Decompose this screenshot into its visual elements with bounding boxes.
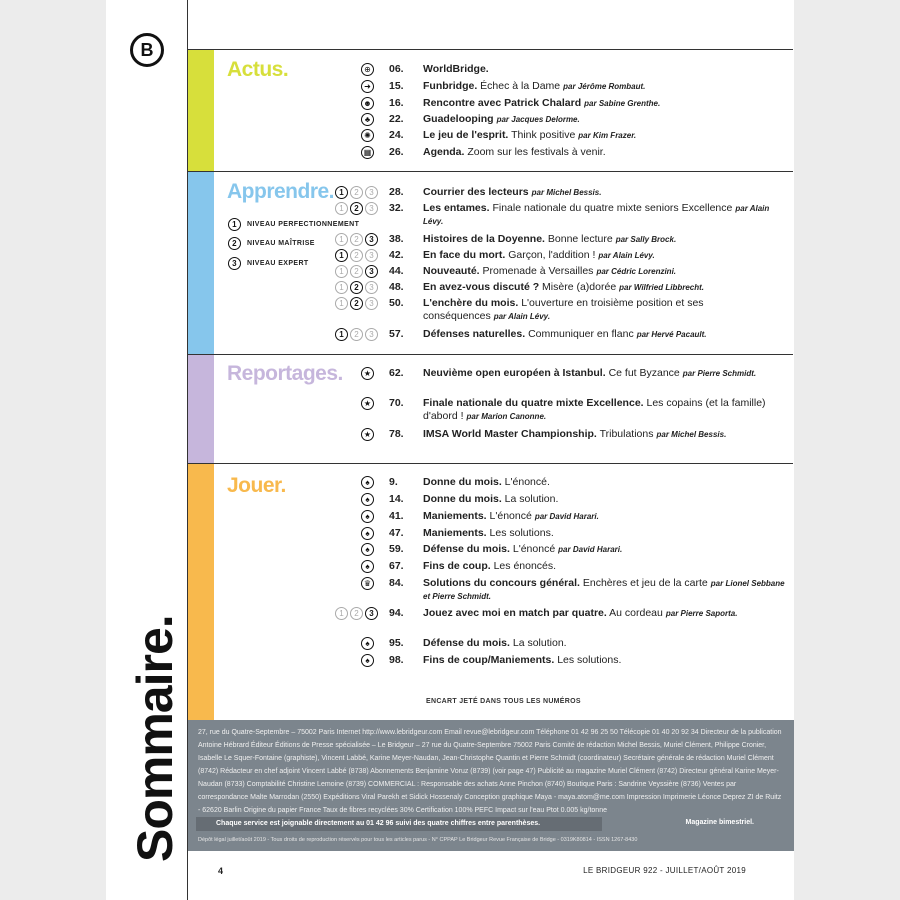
toc-entry[interactable] — [365, 510, 789, 523]
trophy-icon: ♛ — [361, 577, 374, 590]
person-icon: ☻ — [361, 97, 374, 110]
entry-title: Neuvième open européen à Istanbul. — [423, 367, 606, 379]
toc-entry[interactable] — [339, 297, 789, 323]
star-icon: ★ — [361, 397, 374, 410]
entry-author: par Marion Canonne. — [466, 412, 547, 421]
level-3-icon: 3 — [365, 249, 378, 262]
entry-title: Funbridge. — [423, 80, 478, 92]
entry-title: Courrier des lecteurs — [423, 186, 529, 198]
entry-title: Guadelooping — [423, 113, 494, 125]
entry-subtitle: La solution. — [504, 493, 559, 505]
entry-author: par Wilfried Libbrecht. — [619, 283, 704, 292]
entry-subtitle: L'énoncé. — [504, 476, 550, 488]
cards-icon: ♠ — [361, 527, 374, 540]
difficulty-icons — [335, 281, 378, 294]
page-ref: 44. — [389, 265, 404, 277]
level-2-icon: 2 — [350, 202, 363, 215]
toc-entry[interactable] — [339, 186, 789, 199]
difficulty-icons — [335, 328, 378, 341]
entry-title: Donne du mois. — [423, 493, 502, 505]
entry-title: Histoires de la Doyenne. — [423, 233, 545, 245]
toc-entry[interactable] — [364, 80, 789, 93]
cards-icon: ♠ — [361, 493, 374, 506]
entry-author: par Pierre Saporta. — [665, 609, 738, 618]
entry-subtitle: Échec à la Dame — [480, 80, 561, 92]
section-title: Apprendre. — [227, 180, 335, 203]
section-divider — [188, 354, 793, 355]
page-ref: 14. — [389, 493, 404, 505]
entry-text — [423, 543, 789, 556]
entry-author: par Alain Lévy. — [598, 251, 655, 260]
entry-title: Solutions du concours général. — [423, 577, 580, 589]
page-number: 4 — [218, 866, 224, 876]
level-3-icon: 3 — [365, 186, 378, 199]
toc-entry[interactable] — [339, 281, 789, 294]
entry-text — [423, 493, 789, 506]
level-2-icon: 2 — [350, 186, 363, 199]
page-ref: 22. — [389, 113, 404, 125]
page-ref: 28. — [389, 186, 404, 198]
entry-author: par Lionel Sebbane et Pierre Schmidt. — [423, 579, 785, 601]
section-divider — [188, 49, 793, 50]
entry-title: Les entames. — [423, 202, 490, 214]
difficulty-icons — [335, 297, 378, 310]
level-1-icon: 1 — [335, 249, 348, 262]
level-label: NIVEAU PERFECTIONNEMENT — [247, 221, 360, 228]
entry-author: par Kim Frazer. — [578, 131, 637, 140]
entry-title: WorldBridge. — [423, 63, 489, 75]
page-ref: 67. — [389, 560, 404, 572]
entry-author: par Pierre Schmidt. — [682, 369, 757, 378]
entry-text — [423, 607, 789, 620]
entry-subtitle: L'énoncé — [512, 543, 556, 555]
level-1-icon: 1 — [335, 607, 348, 620]
toc-entry[interactable] — [363, 397, 789, 423]
entry-text — [423, 281, 789, 294]
toc-entry[interactable] — [365, 543, 789, 556]
section-color-bar — [188, 50, 214, 171]
page-ref: 50. — [389, 297, 404, 309]
entry-subtitle: Au cordeau — [609, 607, 663, 619]
calendar-icon: ▦ — [361, 146, 374, 159]
entry-title: En avez-vous discuté ? — [423, 281, 540, 293]
level-1-icon: 1 — [335, 186, 348, 199]
section-divider — [188, 463, 793, 464]
entry-text — [423, 527, 789, 540]
section-title: Actus. — [227, 58, 289, 81]
entry-author: par David Harari. — [558, 545, 623, 554]
level-3-icon: 3 — [365, 297, 378, 310]
entry-subtitle: Les énoncés. — [493, 560, 557, 572]
toc-entry[interactable] — [365, 476, 789, 489]
page-ref: 57. — [389, 328, 404, 340]
page-ref: 26. — [389, 146, 404, 158]
entry-title: En face du mort. — [423, 249, 506, 261]
entry-subtitle: Les solutions. — [489, 527, 554, 539]
contact-banner: Chaque service est joignable directement au 01 42 96 suivi des quatre chiffres entre parenthèses. — [196, 817, 602, 831]
toc-entry[interactable] — [363, 577, 789, 603]
entry-text — [423, 397, 789, 423]
entry-author: par Sally Brock. — [615, 235, 677, 244]
entry-text — [423, 113, 789, 126]
entry-text — [423, 428, 789, 441]
entry-subtitle: Tribulations — [599, 428, 654, 440]
entry-subtitle: Promenade à Versailles — [482, 265, 594, 277]
entry-text — [423, 367, 789, 380]
page-ref: 94. — [389, 607, 404, 619]
toc-entry[interactable] — [339, 607, 789, 620]
cards-icon: ♠ — [361, 654, 374, 667]
star-icon: ★ — [361, 367, 374, 380]
entry-subtitle: Bonne lecture — [547, 233, 613, 245]
masthead-text: 27, rue du Quatre-Septembre – 75002 Paris Internet http://www.lebridgeur.com Email revue@lebridgeur.com Téléphone 01 42 96 25 50 Télécopie 01 40 20 92 34 Directeur de la publication Antoine Hébrard Éditeur Éditions de Presse spécialisée – Le Bridgeur – 27 rue du Quatre-Septembre 75002 Paris Comité de rédaction Michel Bessis, Muriel Clément, Philippe Cronier, Isabelle Le Squer-Fontaine (graphiste), Vincent Labbé, Karine Meyer-Naudan, Jean-Christophe Quantin et Pierre Schmidt (coordinateur) Secrétaire générale de rédaction Muriel Clément (8742) Rédacteur en chef adjoint Vincent Labbé (8738) Abonnements Benjamine Voruz (8739) (voir page 47) Publicité au magazine Muriel Clément (8742) Directeur général Karine Meyer-Naudan (8733) Comptabilité Christine Lemoine (8739) COMMERCIAL : Responsable des achats Anne Pinchon (8740) Boutique Paris : Sandrine Veyssière (8736) Ventes par correspondance Malte Marrodan (2550) Expéditions Viral Parekh et Sidick Hossenaly Conception graphique Maya - maya.atom@me.com Impression Imprimerie Léonce Deprez ZI de Ruitz - 62620 Barlin Origine du papier France Taux de fibres recyclées 30% Certification 100% PEFC Impact sur l'eau Ptot 0.005 kg/tonne — [198, 729, 782, 814]
entry-text — [423, 577, 789, 603]
entry-author: par Sabine Grenthe. — [584, 99, 661, 108]
page-ref: 9. — [389, 476, 398, 488]
toc-entry[interactable] — [339, 202, 789, 228]
entry-title: IMSA World Master Championship. — [423, 428, 597, 440]
entry-title: Défenses naturelles. — [423, 328, 526, 340]
entry-author: par Michel Bessis. — [531, 188, 602, 197]
level-1-icon: 1 — [335, 328, 348, 341]
level-1-icon: 1 — [335, 233, 348, 246]
level-3-icon: 3 — [365, 233, 378, 246]
page-title: Sommaire. — [127, 615, 183, 862]
page-ref: 48. — [389, 281, 404, 293]
entry-subtitle: Ce fut Byzance — [608, 367, 680, 379]
entry-subtitle: L'énoncé — [489, 510, 532, 522]
difficulty-icons — [335, 265, 378, 278]
entry-subtitle: Misère (a)dorée — [542, 281, 617, 293]
entry-title: Finale nationale du quatre mixte Excellence. — [423, 397, 644, 409]
entry-text — [423, 654, 789, 667]
entry-text — [423, 476, 789, 489]
entry-text — [423, 249, 789, 262]
entry-title: Le jeu de l'esprit. — [423, 129, 509, 141]
entry-title: Rencontre avec Patrick Chalard — [423, 97, 582, 109]
level-label: NIVEAU EXPERT — [247, 260, 309, 267]
entry-title: Fins de coup. — [423, 560, 491, 572]
entry-author: par David Harari. — [534, 512, 599, 521]
entry-title: Fins de coup/Maniements. — [423, 654, 555, 666]
entry-title: Maniements. — [423, 527, 487, 539]
entry-author: par Alain Lévy. — [423, 204, 770, 226]
entry-text — [423, 186, 789, 199]
page-ref: 15. — [389, 80, 404, 92]
magazine-page — [106, 0, 794, 900]
entry-text — [423, 202, 789, 228]
level-icon: 2 — [228, 237, 241, 250]
toc-entry[interactable] — [365, 493, 789, 506]
toc-entry[interactable] — [339, 328, 789, 341]
cards-icon: ♠ — [361, 543, 374, 556]
toc-entry[interactable] — [339, 233, 789, 246]
entry-author: par Hervé Pacault. — [636, 330, 707, 339]
toc-entry[interactable] — [339, 265, 789, 278]
difficulty-icons — [335, 233, 378, 246]
entry-subtitle: Think positive — [511, 129, 576, 141]
toc-entry[interactable] — [365, 560, 789, 573]
page-ref: 16. — [389, 97, 404, 109]
cards-icon: ♠ — [361, 637, 374, 650]
masthead-box — [188, 720, 794, 851]
entry-subtitle: Enchères et jeu de la carte — [582, 577, 708, 589]
entry-author: par Jacques Delorme. — [496, 115, 580, 124]
toc-entry[interactable] — [365, 654, 789, 667]
entry-title: Jouez avec moi en match par quatre. — [423, 607, 607, 619]
level-3-icon: 3 — [365, 607, 378, 620]
issue-info: LE BRIDGEUR 922 - JUILLET/AOÛT 2019 — [583, 866, 746, 875]
level-1-icon: 1 — [335, 265, 348, 278]
toc-entry[interactable] — [364, 63, 789, 76]
entry-title: Agenda. — [423, 146, 465, 158]
entry-text — [423, 233, 789, 246]
level-legend-item — [228, 218, 359, 231]
toc-entry[interactable] — [339, 249, 789, 262]
toc-entry[interactable] — [363, 97, 789, 110]
title-column — [106, 0, 187, 900]
cards-icon: ♠ — [361, 510, 374, 523]
level-label: NIVEAU MAÎTRISE — [247, 240, 315, 247]
entry-text — [423, 510, 789, 523]
entry-text — [423, 80, 789, 93]
entry-title: Défense du mois. — [423, 543, 510, 555]
star-icon: ★ — [361, 428, 374, 441]
page-ref: 78. — [389, 428, 404, 440]
entry-text — [423, 146, 789, 159]
level-2-icon: 2 — [350, 233, 363, 246]
level-2-icon: 2 — [350, 328, 363, 341]
entry-text — [423, 328, 789, 341]
toc-entry[interactable] — [363, 146, 789, 159]
page-ref: 95. — [389, 637, 404, 649]
entry-subtitle: Les copains (et la famille) d'abord ! — [423, 397, 766, 422]
cards-icon: ♠ — [361, 560, 374, 573]
level-2-icon: 2 — [350, 249, 363, 262]
entry-subtitle: Garçon, l'addition ! — [508, 249, 596, 261]
level-1-icon: 1 — [335, 202, 348, 215]
level-2-icon: 2 — [350, 607, 363, 620]
brain-icon: ✺ — [361, 129, 374, 142]
section-color-bar — [188, 464, 214, 720]
section-divider — [188, 171, 793, 172]
page-ref: 42. — [389, 249, 404, 261]
section-color-bar — [188, 172, 214, 354]
level-legend-item — [228, 237, 315, 250]
level-legend-item — [228, 257, 309, 270]
entry-subtitle: L'ouverture en troisième position et ses conséquences — [423, 297, 704, 322]
level-3-icon: 3 — [365, 202, 378, 215]
entry-text — [423, 265, 789, 278]
difficulty-icons — [335, 202, 378, 215]
level-1-icon: 1 — [335, 297, 348, 310]
toc-entry[interactable] — [365, 527, 789, 540]
level-icon: 3 — [228, 257, 241, 270]
section-color-bar — [188, 355, 214, 463]
section-title: Jouer. — [227, 474, 286, 497]
entry-text — [423, 97, 789, 110]
level-3-icon: 3 — [365, 265, 378, 278]
entry-title: Défense du mois. — [423, 637, 510, 649]
level-3-icon: 3 — [365, 328, 378, 341]
level-2-icon: 2 — [350, 265, 363, 278]
level-3-icon: 3 — [365, 281, 378, 294]
entry-subtitle: Communiquer en flanc — [528, 328, 634, 340]
entry-text — [423, 297, 789, 323]
section-title: Reportages. — [227, 362, 343, 385]
entry-title: Maniements. — [423, 510, 487, 522]
entry-author: par Cédric Lorenzini. — [596, 267, 677, 276]
entry-subtitle: Les solutions. — [557, 654, 622, 666]
level-1-icon: 1 — [335, 281, 348, 294]
page-ref: 62. — [389, 367, 404, 379]
level-2-icon: 2 — [350, 297, 363, 310]
palm-icon: ♣ — [361, 113, 374, 126]
toc-entry[interactable] — [365, 637, 789, 650]
entry-title: Nouveauté. — [423, 265, 480, 277]
entry-subtitle: Finale nationale du quatre mixte seniors Excellence — [492, 202, 733, 214]
page-ref: 41. — [389, 510, 404, 522]
toc-entry[interactable] — [364, 113, 789, 126]
page-ref: 24. — [389, 129, 404, 141]
entry-title: Donne du mois. — [423, 476, 502, 488]
entry-author: par Alain Lévy. — [493, 312, 551, 321]
entry-text — [423, 63, 789, 76]
level-icon: 1 — [228, 218, 241, 231]
globe-icon: ⊕ — [361, 63, 374, 76]
difficulty-icons — [335, 607, 378, 620]
page-ref: 59. — [389, 543, 404, 555]
page-ref: 32. — [389, 202, 404, 214]
page-ref: 84. — [389, 577, 404, 589]
page-ref: 98. — [389, 654, 404, 666]
difficulty-icons — [335, 249, 378, 262]
page-ref: 70. — [389, 397, 404, 409]
entry-text — [423, 560, 789, 573]
entry-text — [423, 129, 789, 142]
toc-entry[interactable] — [363, 428, 789, 441]
insert-note: ENCART JETÉ DANS TOUS LES NUMÉROS — [426, 698, 581, 705]
bridgeur-logo: B — [130, 33, 164, 67]
difficulty-icons — [335, 186, 378, 199]
toc-entry[interactable] — [363, 367, 789, 380]
page-ref: 47. — [389, 527, 404, 539]
entry-title: L'enchère du mois. — [423, 297, 519, 309]
entry-subtitle: Zoom sur les festivals à venir. — [467, 146, 606, 158]
page-ref: 06. — [389, 63, 404, 75]
legal-notice: Dépôt légal juillet/août 2019 - Tous droits de reproduction réservés pour tous les articles parus - N° CPPAP Le Bridgeur Revue Française de Bridge - 0319K80814 - ISSN 1267-8430 — [198, 837, 638, 843]
cards-icon: ♠ — [361, 476, 374, 489]
entry-subtitle: La solution. — [512, 637, 567, 649]
page-ref: 38. — [389, 233, 404, 245]
entry-author: par Jérôme Rombaut. — [563, 82, 646, 91]
periodicity-label: Magazine bimestriel. — [685, 819, 754, 826]
entry-text — [423, 637, 789, 650]
level-2-icon: 2 — [350, 281, 363, 294]
entry-author: par Michel Bessis. — [656, 430, 727, 439]
toc-entry[interactable] — [364, 129, 789, 142]
arrow-icon: ➜ — [361, 80, 374, 93]
